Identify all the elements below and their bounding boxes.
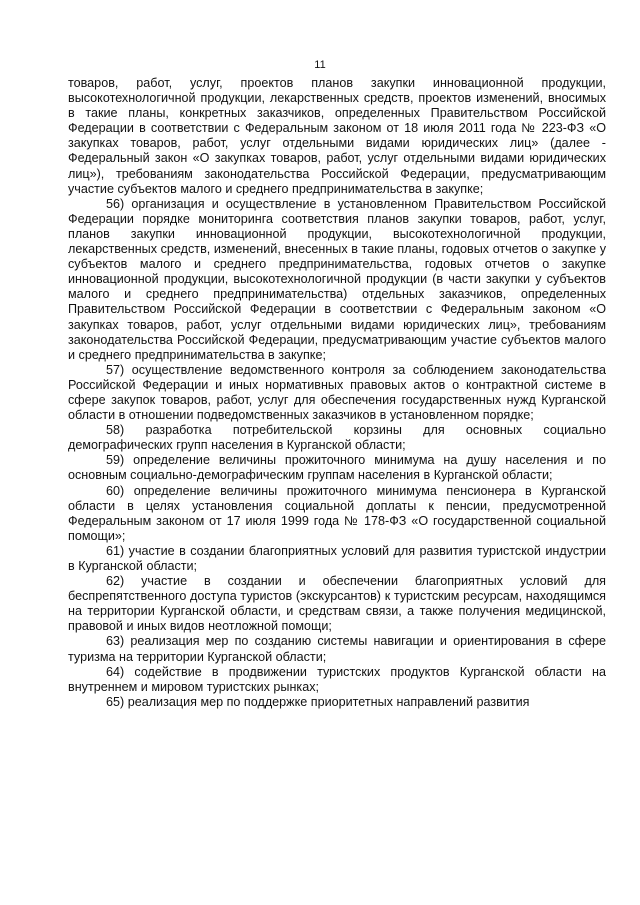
paragraph-continuation: товаров, работ, услуг, проектов планов закупки инновационной продукции, высокотехнологичной продукции, лекарственных средств, проектов изменений, вносимых в такие планы, конкретных заказчиков, определенных Правительством Российской Федерации в соответствии с Федеральным законом от 18 июля 2011 года № 223-ФЗ «О закупках товаров, работ, услуг отдельными видами юридических лиц» (далее - Федеральный закон «О закупках товаров, работ, услуг отдельными видами юридических лиц»), требованиям законодательства Российской Федерации, предусматривающим участие субъектов малого и среднего предпринимательства в закупке; [68,76,606,196]
list-item-59: 59) определение величины прожиточного минимума на душу населения и по основным социально-демографическим группам населения в Курганской области; [68,453,606,483]
list-item-57: 57) осуществление ведомственного контроля за соблюдением законодательства Российской Федерации и иных нормативных правовых актов о контрактной системе в сфере закупок товаров, работ, услуг для обеспечения государственных нужд Курганской области в отношении подведомственных заказчиков в установленном порядке; [68,362,606,423]
list-item-63: 63) реализация мер по созданию системы навигации и ориентирования в сфере туризма на территории Курганской области; [68,634,606,664]
list-item-64: 64) содействие в продвижении туристских продуктов Курганской области на внутреннем и мировом туристских рынках; [68,664,606,694]
list-item-62: 62) участие в создании и обеспечении благоприятных условий для беспрепятственного доступа туристов (экскурсантов) к туристским ресурсам, находящимся на территории Курганской области, и средствам связи, а также получения медицинской, правовой и иных видов неотложной помощи; [68,574,606,634]
list-item-58: 58) разработка потребительской корзины для основных социально демографических групп населения в Курганской области; [68,423,606,453]
list-item-56: 56) организация и осуществление в установленном Правительством Российской Федерации порядке мониторинга соответствия планов закупки товаров, работ, услуг, планов закупки инновационной продукции, высокотехнологичной продукции, лекарственных средств, изменений, внесенных в такие планы, годовых отчетов о закупке у субъектов малого и среднего предпринимательства, годовых отчетов о закупке инновационной продукции, высокотехнологичной продукции (в части закупки у субъектов малого и среднего предпринимательства) отдельных заказчиков, определенных Правительством Российской Федерации в соответствии с Федеральным законом «О закупках товаров, работ, услуг отдельными видами юридических лиц», требованиям законодательства Российской Федерации, предусматривающим участие субъектов малого и среднего предпринимательства в закупке; [68,196,606,362]
list-item-61: 61) участие в создании благоприятных условий для развития туристской индустрии в Курганской области; [68,543,606,573]
list-item-65: 65) реализация мер по поддержке приоритетных направлений развития [106,694,530,709]
page-number: 11 [314,59,326,71]
list-item-60: 60) определение величины прожиточного минимума пенсионера в Курганской области в целях установления социальной доплаты к пенсии, предусмотренной Федеральным законом от 17 июля 1999 года № 178-ФЗ «О государственной социальной помощи»; [68,483,606,543]
document-body [68,76,606,710]
